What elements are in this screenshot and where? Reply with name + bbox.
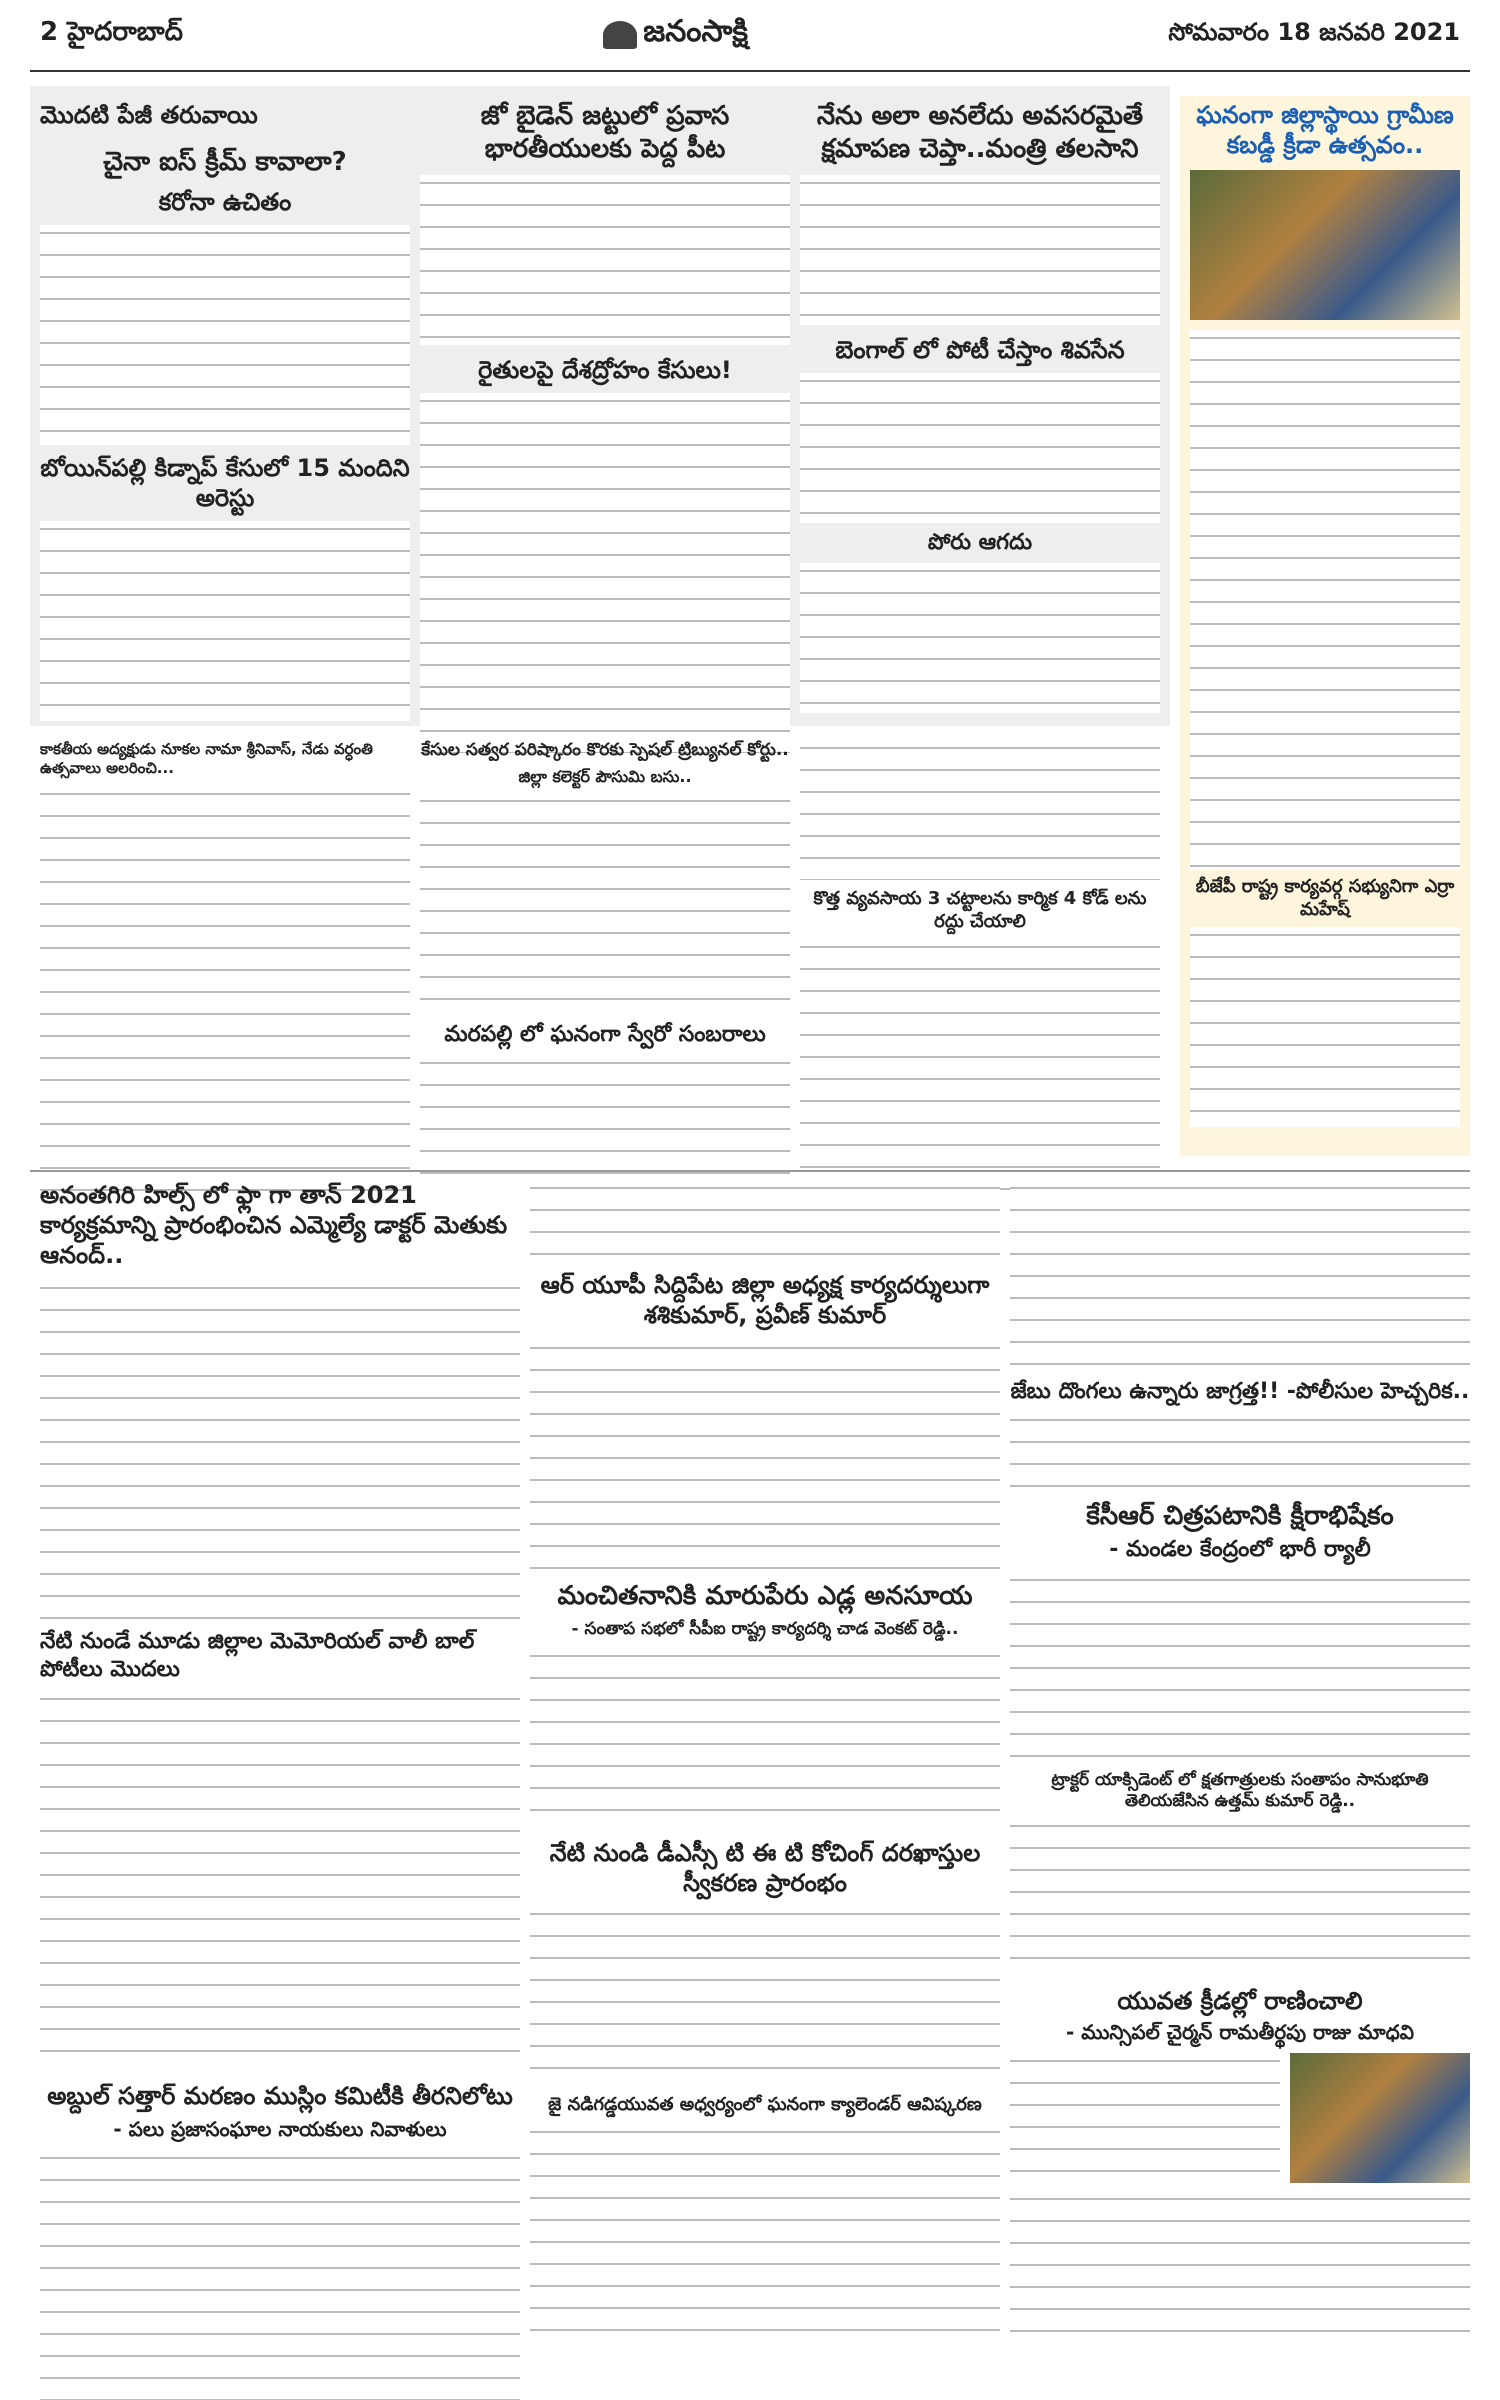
page-number: 2 హైదరాబాద్ xyxy=(40,17,183,47)
article-body xyxy=(800,740,1160,880)
headline-bowenpally: బోయిన్‌పల్లి కిడ్నాప్ కేసులో 15 మందిని అరెస్టు xyxy=(40,453,410,512)
youth-photo xyxy=(1290,2053,1470,2183)
article-body xyxy=(40,786,410,1206)
headline-sattar: అబ్దుల్ సత్తార్ మరణం ముస్లిం కమిటీకి తీరనిలోటు xyxy=(47,2082,513,2110)
article-body xyxy=(530,1180,1000,1260)
article-body xyxy=(1010,1180,1470,1370)
article-body xyxy=(40,2150,520,2400)
col-kabaddi xyxy=(1190,100,1460,1127)
article-body xyxy=(420,1055,790,1185)
headline-kabaddi: ఘనంగా జిల్లాస్థాయి గ్రామీణ కబడ్డీ క్రీడా ఉత్సవం.. xyxy=(1196,101,1454,159)
headline-trs-siddipet: ఆర్ యూపీ సిద్దిపేట జిల్లా అధ్యక్ష కార్యదర్శులుగా శశికుమార్, ప్రవీణ్ కుమార్ xyxy=(540,1271,990,1329)
subhead-youth: - మున్సిపల్ చైర్మన్ రామతీర్థపు రాజు మాధవి xyxy=(1066,2020,1414,2044)
article-body xyxy=(40,1280,520,1620)
headline-ananthagiri: అనంతగిరి హిల్స్ లో ఫ్లా గా తాన్ 2021 కార్యక్రమాన్ని ప్రారంభించిన ఎమ్మెల్యే డాక్టర్ మెతుకు ఆనంద్.. xyxy=(40,1181,508,1269)
headline-tractor: ట్రాక్టర్ యాక్సిడెంట్ లో క్షతగాత్రులకు సంతాపం సానుభూతి తెలియజేసిన ఉత్తమ్ కుమార్ రెడ్డి.. xyxy=(1051,1769,1429,1811)
headline-calendar: జై నడిగడ్డయువత అధ్వర్యంలో ఘనంగా క్యాలెండర్ ఆవిష్కరణ xyxy=(548,2093,982,2115)
article-body xyxy=(420,175,790,345)
kabaddi-photo xyxy=(1190,170,1460,320)
col-tribunal xyxy=(420,740,790,1185)
issue-date: సోమవారం 18 జనవరి 2021 xyxy=(1168,18,1460,46)
col-ksl xyxy=(40,740,410,1206)
headline-youth-sports: యువత క్రీడల్లో రాణించాలి xyxy=(1117,1987,1363,2015)
article-body xyxy=(1010,1572,1470,1762)
headline-ksl: కాకతీయ అద్యక్షుడు నూకల నామా శ్రీనివాస్, నేడు వర్ధంతి ఉత్సవాలు అలరించి... xyxy=(40,740,373,777)
article-body xyxy=(530,1906,1000,2086)
headline-jeb-dongalu: జేబు దొంగలు ఉన్నారు జాగ్రత్త!! -పోలీసుల హెచ్చరిక.. xyxy=(1010,1379,1470,1404)
article-body xyxy=(1190,330,1460,870)
subhead-kcr: - మండల కేంద్రంలో భారీ ర్యాలీ xyxy=(1109,1537,1371,1562)
col-biden xyxy=(420,100,790,753)
article-body xyxy=(1190,927,1460,1127)
article-body xyxy=(420,393,790,753)
headline-anasuya: మంచితనానికి మారుపేరు ఎడ్ల అనసూయ xyxy=(557,1581,973,1611)
headline-kcr: కేసీఆర్ చిత్రపటానికి క్షీరాభిషేకం xyxy=(1086,1500,1394,1531)
article-body xyxy=(1010,2191,1470,2351)
headline-marpally: మరపల్లి లో ఘనంగా స్వేరో సంబరాలు xyxy=(444,1022,766,1048)
paper-logo-icon xyxy=(603,21,637,49)
section-divider xyxy=(30,1170,1470,1172)
masthead xyxy=(30,0,1470,72)
article-body xyxy=(530,1340,1000,1570)
headline-labour-codes: కొత్త వ్యవసాయ 3 చట్టాలను కార్మిక 4 కోడ్ లను రద్దు చేయాలి xyxy=(813,888,1147,932)
article-body xyxy=(40,225,410,445)
paper-title xyxy=(603,14,748,56)
article-body xyxy=(800,175,1160,325)
headline-farmers: రైతులపై దేశద్రోహం కేసులు! xyxy=(478,356,732,384)
col-labour xyxy=(800,740,1160,1199)
subhead-collector: జిల్లా కలెక్టర్ పౌసుమి బసు.. xyxy=(518,767,692,787)
headline-poru: పోరు ఆగదు xyxy=(927,530,1033,555)
headline-volleyball: నేటి నుండే మూడు జిల్లాల మెమోరియల్ వాలీ బాల్ పోటీలు మొదలు xyxy=(40,1629,475,1682)
article-body xyxy=(1010,2053,1280,2183)
subhead-anasuya: - సంతాప సభలో సీపీఐ రాష్ట్ర కార్యదర్శి చాడ వెంకట్ రెడ్డి.. xyxy=(571,1618,959,1639)
headline-bjp: బీజేపీ రాష్ట్ర కార్యవర్గ సభ్యునిగా ఎర్రా మహేష్ xyxy=(1195,876,1455,920)
article-body xyxy=(40,521,410,721)
headline-tribunal: కేసుల సత్వర పరిష్కారం కొరకు స్పెషల్ ట్రిబ్యునల్ కోర్టు.. xyxy=(421,740,789,760)
col-right-lower xyxy=(1010,1180,1470,2351)
article-body xyxy=(530,1648,1000,1828)
article-body xyxy=(1010,1412,1470,1492)
article-body xyxy=(1010,1818,1470,1978)
col-talasani xyxy=(800,100,1160,713)
headline-bengal: బెంగాల్ లో పోటీ చేస్తాం శివసేన xyxy=(835,336,1125,364)
article-body xyxy=(800,939,1160,1199)
headline-talasani: నేను అలా అనలేదు అవసరమైతే క్షమాపణ చెప్తా..మంత్రి తలసాని xyxy=(816,101,1144,164)
headline-biden: జో బైడెన్ జట్టులో ప్రవాస భారతీయులకు పెద్ద పీట xyxy=(480,101,730,164)
article-body xyxy=(530,2124,1000,2334)
front-page-label: మొదటి పేజీ తరువాయి xyxy=(40,101,258,129)
paper-name: జనంసాక్షి xyxy=(643,14,749,49)
article-body xyxy=(800,563,1160,713)
col-middle-lower xyxy=(530,1180,1000,2334)
headline-dsc: నేటి నుండి డీఎస్సీ టి ఈ టి కోచింగ్ దరఖాస్తుల స్వీకరణ ప్రారంభం xyxy=(549,1838,981,1897)
article-body xyxy=(40,1691,520,2071)
headline-corona: కరోనా ఉచితం xyxy=(158,187,292,216)
headline-china: చైనా ఐస్ క్రీమ్ కావాలా? xyxy=(103,147,347,177)
subhead-sattar: - పలు ప్రజాసంఘాల నాయకులు నివాళులు xyxy=(113,2117,447,2141)
article-body xyxy=(800,373,1160,523)
col-ananthagiri xyxy=(40,1180,520,2400)
article-body xyxy=(420,793,790,1013)
col-front-page xyxy=(40,100,410,721)
